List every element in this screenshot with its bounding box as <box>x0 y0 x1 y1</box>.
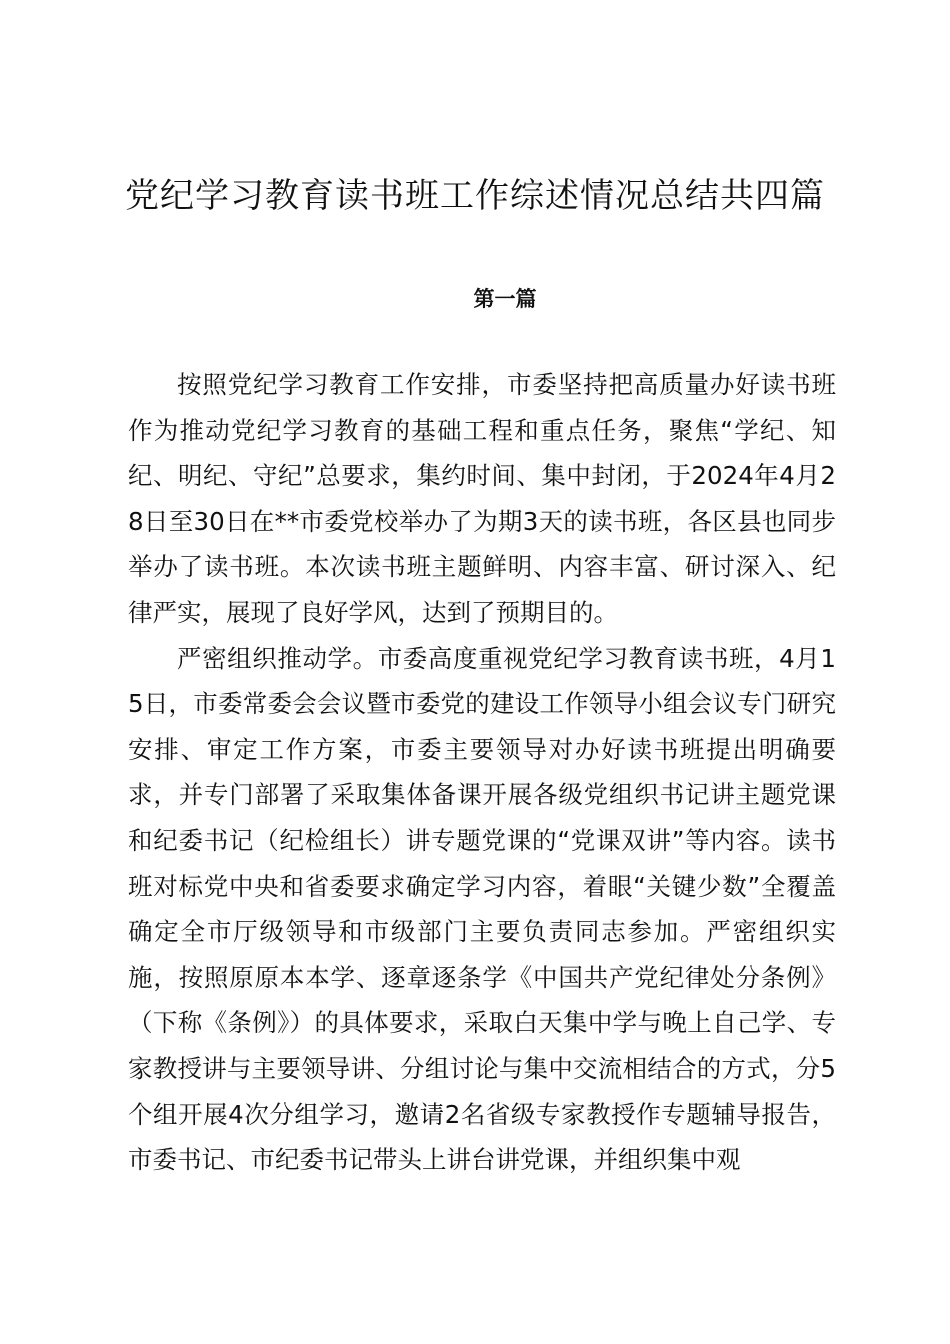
paragraph-intro: 按照党纪学习教育工作安排，市委坚持把高质量办好读书班作为推动党纪学习教育的基础工程和重点任务，聚焦“学纪、知纪、明纪、守纪”总要求，集约时间、集中封闭，于2024年4月28日至30日在**市委党校举办了为期3天的读书班，各区县也同步举办了读书班。本次读书班主题鲜明、内容丰富、研讨深入、纪律严实，展现了良好学风，达到了预期目的。 <box>128 370 836 627</box>
document-body <box>128 362 836 1183</box>
paragraph-organization: 严密组织推动学。市委高度重视党纪学习教育读书班，4月15日，市委常委会会议暨市委党的建设工作领导小组会议专门研究安排、审定工作方案，市委主要领导对办好读书班提出明确要求，并专门部署了采取集体备课开展各级党组织书记讲主题党课和纪委书记（纪检组长）讲专题党课的“党课双讲”等内容。读书班对标党中央和省委要求确定学习内容，着眼“关键少数”全覆盖确定全市厅级领导和市级部门主要负责同志参加。严密组织实施，按照原原本本学、逐章逐条学《中国共产党纪律处分条例》（下称《条例》）的具体要求，采取白天集中学与晚上自己学、专家教授讲与主要领导讲、分组讨论与集中交流相结合的方式，分5个组开展4次分组学习，邀请2名省级专家教授作专题辅导报告，市委书记、市纪委书记带头上讲台讲党课，并组织集中观 <box>128 643 836 1175</box>
section-heading: 第一篇 <box>473 287 537 311</box>
document-title: 党纪学习教育读书班工作综述情况总结共四篇 <box>125 176 825 216</box>
